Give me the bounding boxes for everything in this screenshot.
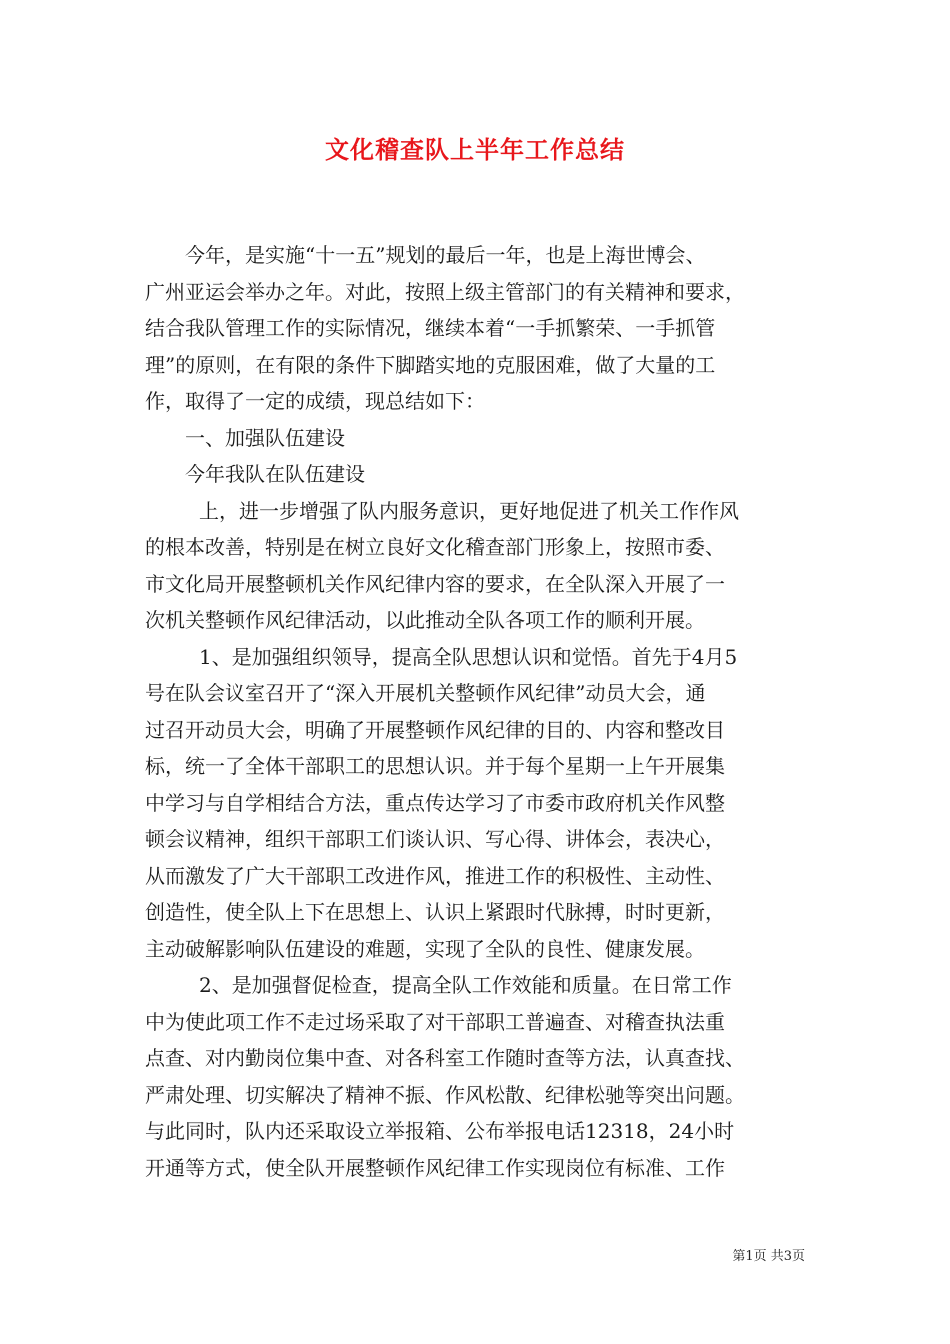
body-line: 从而激发了广大干部职工改进作风，推进工作的积极性、主动性、 [145,863,725,888]
body-line: 结合我队管理工作的实际情况，继续本着“一手抓繁荣、一手抓管 [145,316,716,340]
body-line: 今年我队在队伍建设 [185,462,365,486]
body-line: 严肃处理、切实解决了精神不振、作风松散、纪律松驰等突出问题。 [145,1082,745,1107]
document-body [145,237,810,1186]
body-line: 与此同时，队内还采取设立举报箱、公布举报电话12318，24小时 [145,1119,735,1143]
body-line: 理”的原则，在有限的条件下脚踏实地的克服困难，做了大量的工 [145,352,716,377]
body-line: 顿会议精神，组织干部职工们谈认识、写心得、讲体会，表决心， [145,827,725,851]
body-line: 中学习与自学相结合方法，重点传达学习了市委市政府机关作风整 [145,790,725,815]
body-line: 次机关整顿作风纪律活动，以此推动全队各项工作的顺利开展。 [145,608,705,632]
body-line: 市文化局开展整顿机关作风纪律内容的要求，在全队深入开展了一 [145,571,725,596]
document-title: 文化稽查队上半年工作总结 [325,136,625,164]
body-line: 标，统一了全体干部职工的思想认识。并于每个星期一上午开展集 [145,754,725,778]
body-line: 1、是加强组织领导，提高全队思想认识和觉悟。首先于4月5 [199,644,738,669]
body-line: 过召开动员大会，明确了开展整顿作风纪律的目的、内容和整改目 [145,717,725,742]
body-line: 广州亚运会举办之年。对此，按照上级主管部门的有关精神和要求， [145,279,745,304]
body-line: 创造性，使全队上下在思想上、认识上紧跟时代脉搏，时时更新， [145,900,725,924]
body-line: 开通等方式，使全队开展整顿作风纪律工作实现岗位有标准、工作 [145,1155,725,1180]
body-line: 号在队会议室召开了“深入开展机关整顿作风纪律”动员大会，通 [145,681,706,705]
body-line: 上，进一步增强了队内服务意识，更好地促进了机关工作作风 [199,498,739,523]
body-line: 点查、对内勤岗位集中查、对各科室工作随时查等方法，认真查找、 [145,1046,745,1070]
page-number: 第1页 共3页 [732,1249,805,1264]
body-line: 的根本改善，特别是在树立良好文化稽查部门形象上，按照市委、 [145,535,725,559]
body-line: 主动破解影响队伍建设的难题，实现了全队的良性、健康发展。 [145,936,705,961]
section-heading: 一、加强队伍建设 [185,425,345,450]
body-line: 今年，是实施“十一五”规划的最后一年，也是上海世博会、 [185,243,706,267]
body-line: 作，取得了一定的成绩，现总结如下： [145,389,485,413]
body-line: 中为使此项工作不走过场采取了对干部职工普遍查、对稽查执法重 [145,1009,725,1034]
body-line: 2、是加强督促检查，提高全队工作效能和质量。在日常工作 [199,973,732,997]
